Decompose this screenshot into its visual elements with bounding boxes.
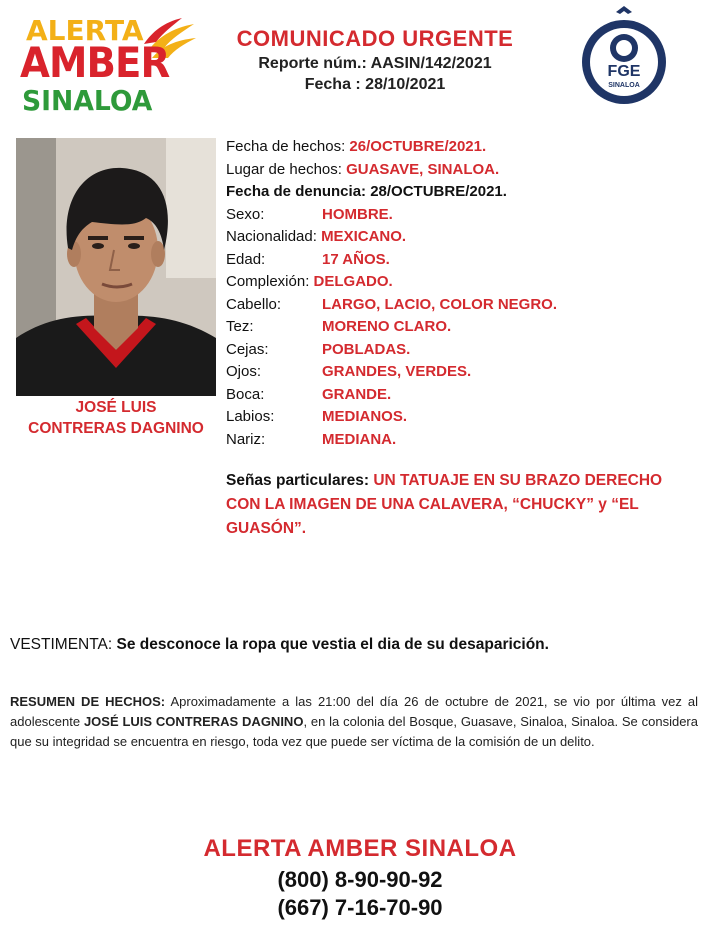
detail-label: Labios: bbox=[226, 408, 275, 425]
detail-value: MORENO CLARO. bbox=[322, 318, 452, 335]
detail-value: GRANDE. bbox=[322, 385, 392, 403]
detail-row-boca bbox=[226, 384, 507, 407]
detail-label: Complexión: bbox=[226, 273, 314, 290]
detail-value: LARGO, LACIO, COLOR NEGRO. bbox=[322, 295, 557, 313]
facts-summary-text-1: Aproximadamente a las 21:00 del día 26 de octubre de 2021, se vio por última vez al adolescente bbox=[10, 694, 698, 729]
detail-label: Edad: bbox=[226, 250, 266, 268]
person-name bbox=[0, 397, 232, 439]
clothing-info bbox=[10, 636, 549, 654]
detail-row-labios bbox=[226, 406, 507, 429]
detail-value: HOMBRE. bbox=[322, 205, 393, 223]
distinguishing-marks-value: UN TATUAJE EN SU BRAZO DERECHO CON LA IMAGEN DE UNA CALAVERA, “CHUCKY” y “EL GUASÓN”. bbox=[226, 472, 663, 537]
footer-title: ALERTA AMBER SINALOA bbox=[203, 835, 517, 862]
detail-row-complexion bbox=[226, 271, 507, 294]
detail-label: Ojos: bbox=[226, 363, 262, 380]
detail-row-cejas bbox=[226, 339, 507, 362]
missing-person-photo bbox=[16, 138, 216, 396]
facts-summary-name: JOSÉ LUIS CONTRERAS DAGNINO bbox=[83, 714, 304, 729]
detail-label: Tez: bbox=[226, 318, 254, 335]
detail-label: Nariz: bbox=[226, 430, 266, 448]
facts-summary-text-2: , en la colonia del Bosque, Guasave, Sinaloa, Sinaloa. Se considera que su integridad se encuentra en riesgo, toda vez que puede ser víctima de la comisión de un delito. bbox=[10, 714, 698, 749]
detail-row-ojos bbox=[226, 361, 507, 384]
bulletin-header bbox=[205, 26, 545, 94]
fge-seal-icon bbox=[578, 6, 670, 106]
facts-summary-label: RESUMEN DE HECHOS: bbox=[10, 694, 166, 709]
detail-value: 28/OCTUBRE/2021. bbox=[370, 183, 507, 200]
detail-row-tez bbox=[226, 316, 507, 339]
seal-text: FGE bbox=[607, 63, 641, 80]
detail-value: GUASAVE, SINALOA. bbox=[346, 160, 500, 178]
detail-value: MEDIANA. bbox=[322, 430, 397, 448]
report-date: Fecha : 28/10/2021 bbox=[304, 76, 446, 93]
detail-label: Cabello: bbox=[226, 295, 282, 313]
seal-subtext: SINALOA bbox=[608, 82, 640, 89]
detail-value: 26/OCTUBRE/2021. bbox=[349, 138, 487, 155]
detail-row-edad bbox=[226, 249, 507, 272]
detail-label: Fecha de denuncia: bbox=[226, 183, 371, 200]
phone-number-1[interactable]: (800) 8-90-90-92 bbox=[277, 867, 443, 892]
detail-row-nacionalidad bbox=[226, 226, 507, 249]
alerta-amber-logo bbox=[20, 12, 198, 117]
clothing-label: VESTIMENTA: bbox=[10, 636, 117, 653]
person-name-line2: CONTRERAS DAGNINO bbox=[28, 420, 204, 437]
detail-value: POBLADAS. bbox=[322, 340, 411, 358]
distinguishing-marks bbox=[226, 469, 686, 541]
detail-value: MEXICANO. bbox=[321, 228, 407, 245]
detail-row-cabello bbox=[226, 294, 557, 317]
facts-summary bbox=[10, 692, 698, 752]
bulletin-title: COMUNICADO URGENTE bbox=[236, 26, 514, 51]
detail-label: Cejas: bbox=[226, 340, 269, 358]
distinguishing-marks-label: Señas particulares: bbox=[226, 472, 374, 489]
person-details bbox=[226, 136, 557, 451]
logo-line-sinaloa: SINALOA bbox=[22, 84, 153, 117]
detail-row-nariz bbox=[226, 429, 507, 452]
phone-number-2[interactable]: (667) 7-16-70-90 bbox=[277, 895, 443, 920]
detail-value: MEDIANOS. bbox=[322, 408, 408, 425]
detail-value: GRANDES, VERDES. bbox=[322, 363, 472, 380]
detail-row-fecha-denuncia bbox=[226, 181, 507, 204]
clothing-value: Se desconoce la ropa que vestia el dia de su desaparición. bbox=[116, 636, 549, 653]
detail-value: DELGADO. bbox=[313, 273, 393, 290]
detail-row-fecha-hechos bbox=[226, 136, 507, 159]
contact-footer bbox=[0, 835, 720, 921]
detail-value: 17 AÑOS. bbox=[322, 250, 390, 268]
report-number: Reporte núm.: AASIN/142/2021 bbox=[258, 55, 492, 72]
detail-row-lugar-hechos bbox=[226, 159, 507, 182]
person-name-line1: JOSÉ LUIS bbox=[75, 399, 157, 416]
logo-line-amber: AMBER bbox=[20, 38, 170, 87]
logo-line-alerta: ALERTA bbox=[26, 14, 144, 47]
detail-label: Lugar de hechos: bbox=[226, 160, 347, 178]
detail-label: Fecha de hechos: bbox=[226, 138, 350, 155]
detail-label: Nacionalidad: bbox=[226, 228, 322, 245]
detail-row-sexo bbox=[226, 204, 507, 227]
detail-label: Sexo: bbox=[226, 205, 265, 223]
detail-label: Boca: bbox=[226, 385, 265, 403]
